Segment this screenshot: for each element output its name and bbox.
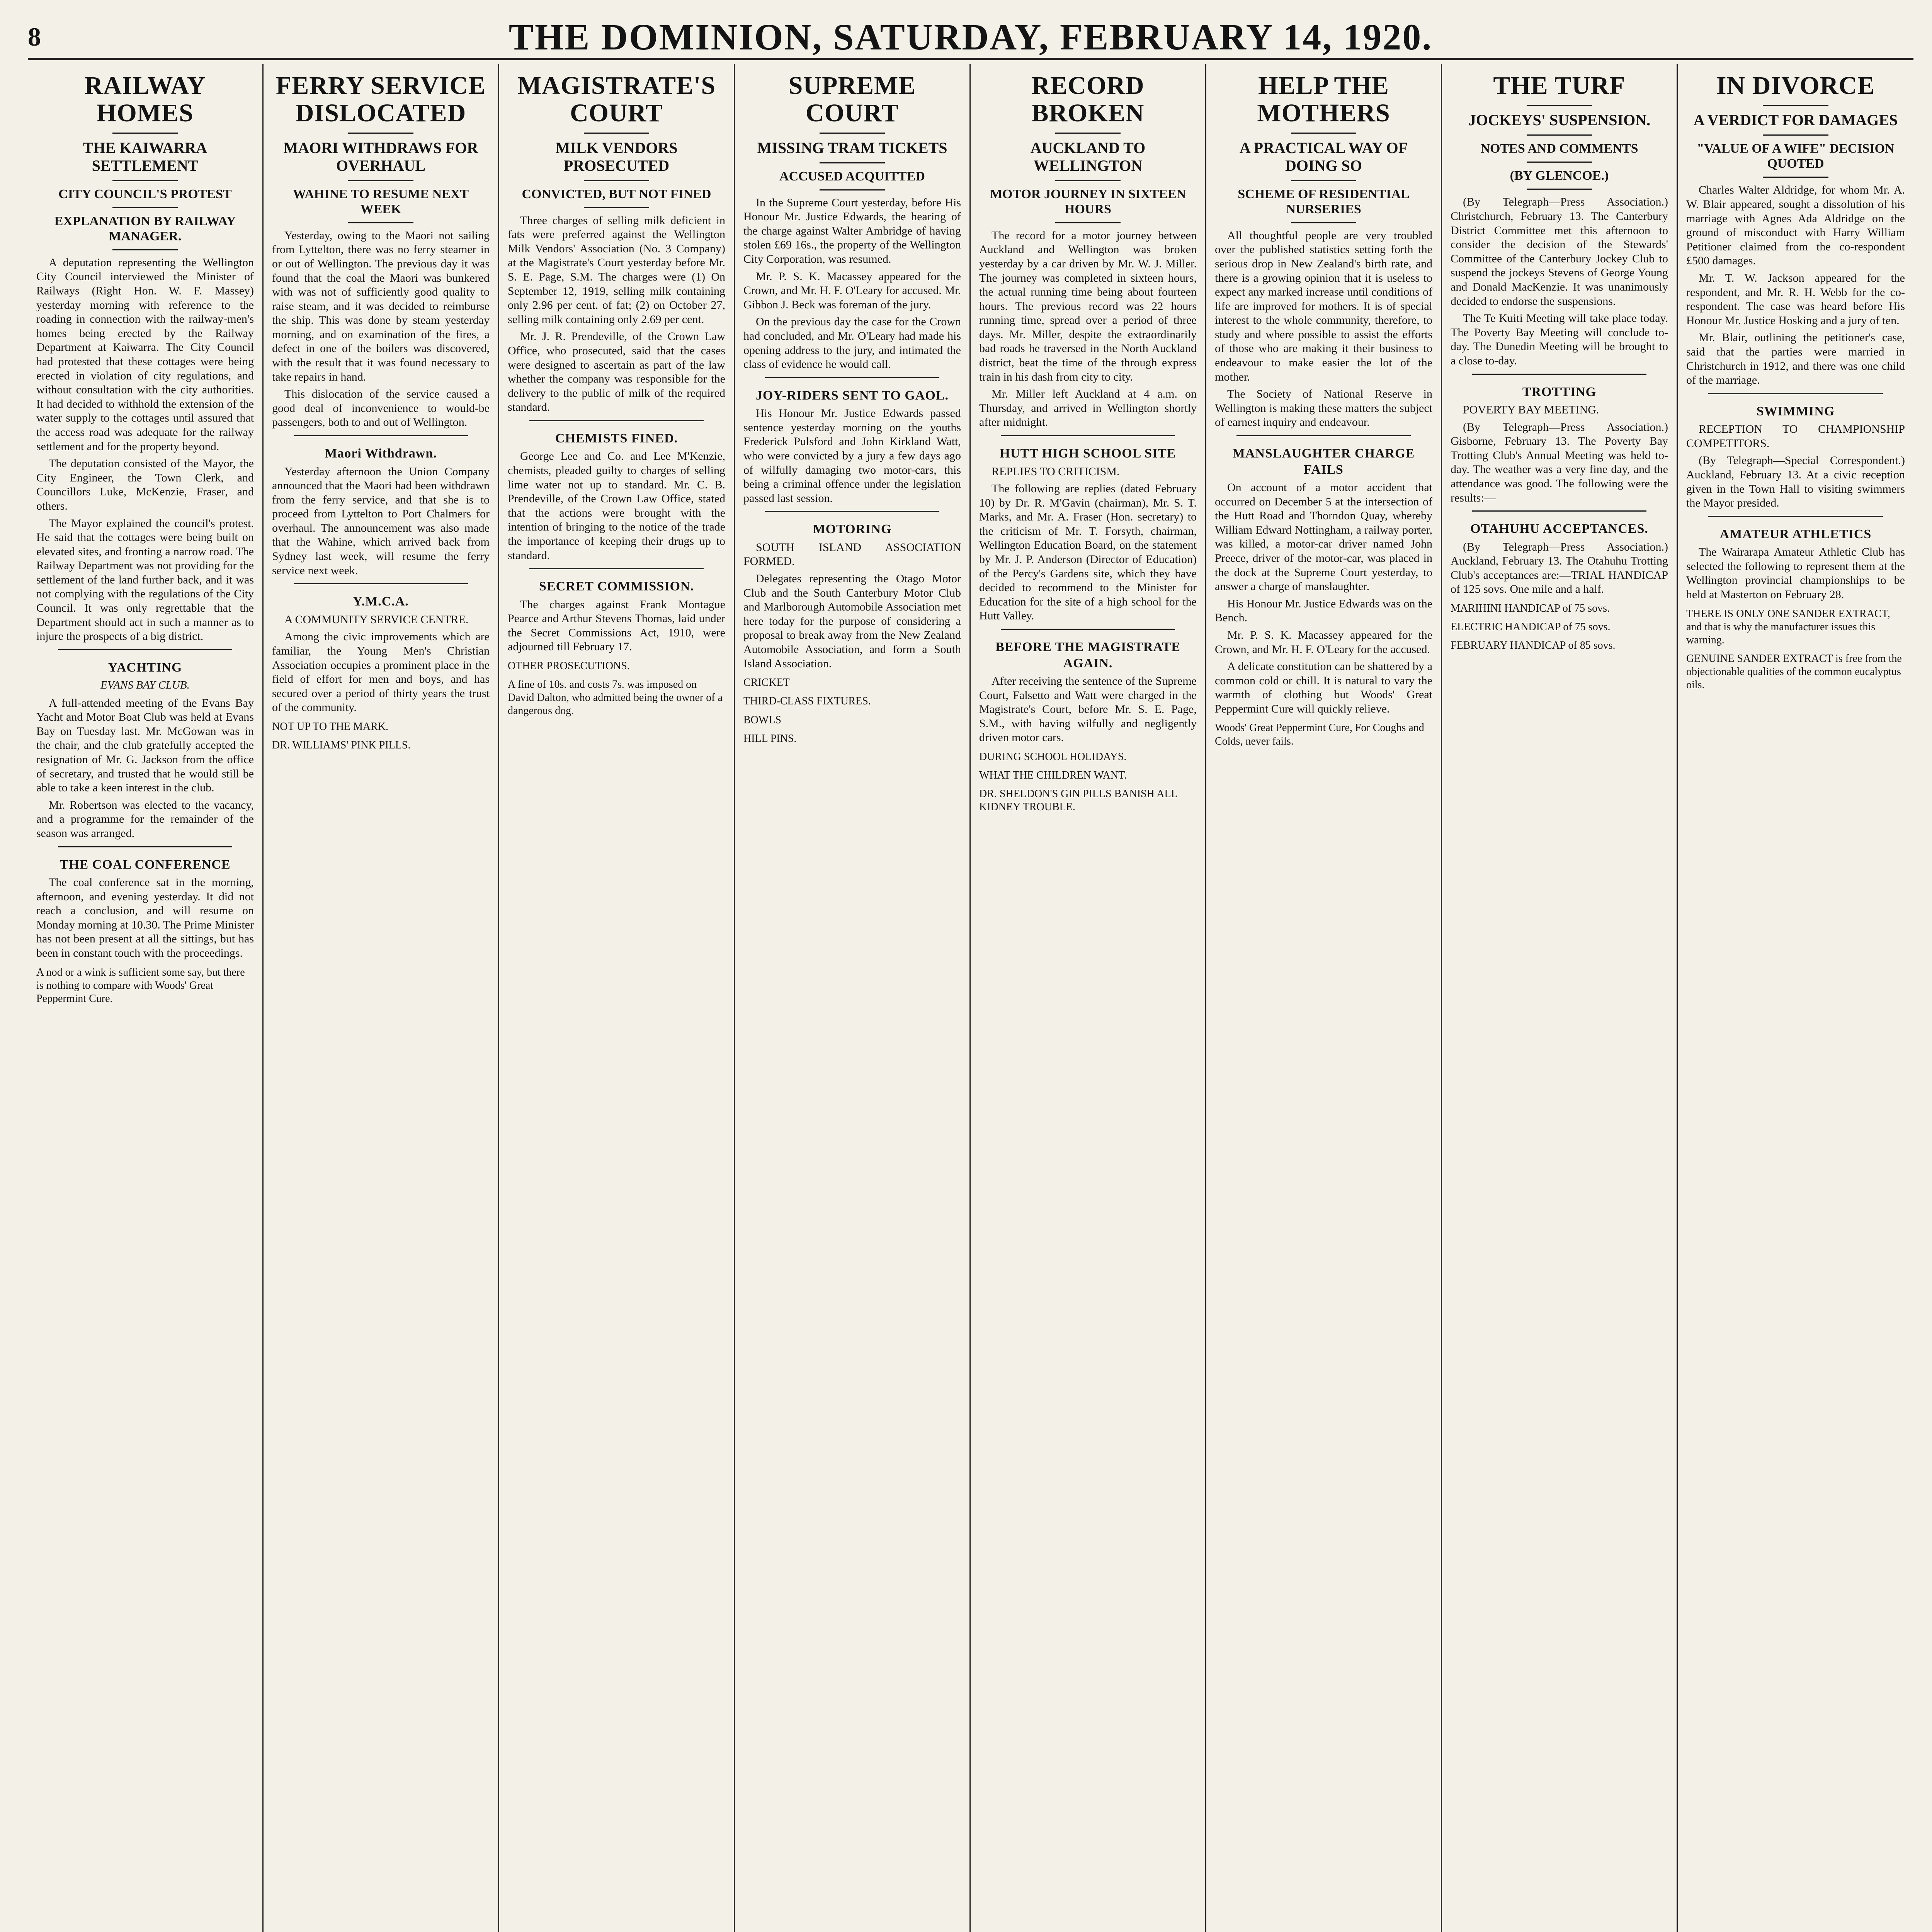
column bbox=[735, 64, 971, 1932]
subheading: YACHTING bbox=[108, 660, 182, 675]
headline: MAGISTRATE'S COURT bbox=[517, 71, 716, 128]
rule bbox=[348, 180, 413, 181]
subheading: MANSLAUGHTER CHARGE FAILS bbox=[1232, 446, 1415, 477]
deck: AUCKLAND TO WELLINGTON bbox=[1030, 139, 1146, 174]
deck: EXPLANATION BY RAILWAY MANAGER. bbox=[54, 214, 236, 243]
deck: (BY GLENCOE.) bbox=[1510, 168, 1609, 183]
article-paragraph: Three charges of selling milk deficient in fats were preferred against the Wellington Milk Vendors' Association (No. 3 Company) at the Magistrate's Court yesterday before Mr. S. E. Page, S.M. The charges were (1) On September 12, 1919, selling milk containing only 2.96 per cent. of fat; (2) on October 27, selling milk containing only 2.69 per cent. bbox=[508, 214, 725, 326]
subheading: JOY-RIDERS SENT TO GAOL. bbox=[756, 388, 949, 403]
rule bbox=[1236, 435, 1410, 436]
advertisement-line: BOWLS bbox=[743, 714, 781, 726]
article-paragraph: Mr. J. R. Prendeville, of the Crown Law Office, who prosecuted, said that the cases were designed to ascertain as part of the law whether the company was responsible for the delivery to the public of milk of the required standard. bbox=[508, 330, 725, 414]
article-paragraph: RECEPTION TO CHAMPIONSHIP COMPETITORS. bbox=[1686, 423, 1905, 450]
article-paragraph: The Mayor explained the council's protest. He said that the cottages were being built on elevated sites, and fronting a narrow road. The Railway Department was not providing for the settlement of the land further back, and it was not complying with the regulations of the City Council. It was only regrettable that the Department should act in such a manner as to injure the prospects of a big district. bbox=[36, 517, 254, 643]
advertisement-line: DR. SHELDON'S GIN PILLS BANISH ALL KIDNEY TROUBLE. bbox=[979, 788, 1177, 813]
rule bbox=[294, 583, 468, 584]
deck: "VALUE OF A WIFE" DECISION QUOTED bbox=[1697, 141, 1895, 171]
headline: FERRY SERVICE DISLOCATED bbox=[276, 71, 486, 128]
advertisement-line: FEBRUARY HANDICAP of 85 sovs. bbox=[1451, 639, 1616, 652]
rule bbox=[765, 377, 939, 378]
article-paragraph: (By Telegraph—Press Association.) Auckland, February 13. The Otahuhu Trotting Club's acceptances are:—TRIAL HANDICAP of 125 sovs. One mile and a half. bbox=[1451, 540, 1668, 596]
advertisement-line: MARIHINI HANDICAP of 75 sovs. bbox=[1451, 602, 1610, 615]
article-paragraph: Delegates representing the Otago Motor Club and the South Canterbury Motor Club and Marlborough Automobile Association met here today for the purpose of considering a proposal to break away from the New Zealand Automobile Association, and form a South Island Association. bbox=[743, 572, 961, 670]
rule bbox=[1291, 222, 1356, 223]
article-paragraph: (By Telegraph—Press Association.) Christchurch, February 13. The Canterbury District Committee met this afternoon to consider the decision of the Stewards' Committee of the Canterbury Jockey Club to suspend the jockeys Stevens of George Young and Donald MacKenzie. It was unanimously decided to endorse the suspensions. bbox=[1451, 196, 1668, 308]
rule bbox=[1527, 134, 1592, 136]
rule bbox=[1527, 189, 1592, 190]
page-number: 8 bbox=[28, 22, 41, 51]
rule bbox=[1055, 133, 1121, 134]
column bbox=[1678, 64, 1913, 1932]
rule bbox=[1291, 133, 1356, 134]
deck: MILK VENDORS PROSECUTED bbox=[555, 139, 678, 174]
deck: SCHEME OF RESIDENTIAL NURSERIES bbox=[1238, 187, 1410, 216]
article-paragraph: In the Supreme Court yesterday, before His Honour Mr. Justice Edwards, the hearing of the charge against Walter Ambridge of having stolen £69 16s., the property of the Wellington City Corporation, was resumed. bbox=[743, 196, 961, 265]
subheading: CHEMISTS FINED. bbox=[555, 431, 678, 446]
subheading: Y.M.C.A. bbox=[353, 594, 409, 609]
masthead bbox=[28, 15, 1913, 60]
newspaper-title: THE DOMINION, SATURDAY, FEBRUARY 14, 1920. bbox=[509, 16, 1433, 58]
rule bbox=[529, 568, 703, 569]
rule bbox=[58, 649, 232, 650]
advertisement-line: DR. WILLIAMS' PINK PILLS. bbox=[272, 739, 411, 752]
rule bbox=[1763, 105, 1828, 106]
article-paragraph: SOUTH ISLAND ASSOCIATION FORMED. bbox=[743, 541, 961, 568]
subheading: OTAHUHU ACCEPTANCES. bbox=[1470, 522, 1648, 536]
rule bbox=[1527, 105, 1592, 106]
rule bbox=[1763, 177, 1828, 178]
rule bbox=[1708, 516, 1883, 517]
article-paragraph: All thoughtful people are very troubled over the published statistics setting forth the serious drop in New Zealand's birth rate, and there is a growing opinion that it is useless to expect any marked increase until conditions of life are improved for mothers. It is of special interest to the whole community, therefore, to study and where possible to assist the efforts of those who are making it their business to endeavour to make easier the lot of the mother. bbox=[1215, 229, 1432, 383]
headline: RAILWAY HOMES bbox=[84, 71, 206, 128]
deck: CONVICTED, BUT NOT FINED bbox=[522, 187, 711, 201]
rule bbox=[112, 133, 178, 134]
rule bbox=[1708, 393, 1883, 394]
advertisement-line: Woods' Great Peppermint Cure, For Coughs and Colds, never fails. bbox=[1215, 722, 1424, 747]
article-paragraph: His Honour Mr. Justice Edwards passed sentence yesterday morning on the youths Frederick Pulsford and John Kirkland Watt, who were convicted by a jury a few days ago of wilfully damaging two motor-cars, this being a criminal offence under the legislation passed last session. bbox=[743, 407, 961, 505]
rule bbox=[765, 511, 939, 512]
subheading: HUTT HIGH SCHOOL SITE bbox=[1000, 446, 1176, 461]
article-paragraph: On account of a motor accident that occurred on December 5 at the intersection of the Hutt Road and Thorndon Quay, whereby William Edward Nottingham, a railway porter, was killed, a motor-car driver named John Preece, driver of the motor-car, was placed in the dock at the Supreme Court yesterday, to answer a charge of manslaughter. bbox=[1215, 481, 1432, 593]
deck: JOCKEYS' SUSPENSION. bbox=[1468, 111, 1651, 129]
article-paragraph: A delicate constitution can be shattered by a common cold or chill. It is natural to vary the warmth of clothing but Woods' Great Peppermint Cure will quickly relieve. bbox=[1215, 660, 1432, 715]
column bbox=[971, 64, 1206, 1932]
column bbox=[264, 64, 499, 1932]
deck: A VERDICT FOR DAMAGES bbox=[1693, 111, 1898, 129]
headline: IN DIVORCE bbox=[1716, 71, 1875, 100]
column bbox=[1206, 64, 1442, 1932]
subheading: Maori Withdrawn. bbox=[325, 446, 437, 461]
advertisement-line: A nod or a wink is sufficient some say, but there is nothing to compare with Woods' Great Peppermint Cure. bbox=[36, 966, 245, 1005]
article-paragraph: This dislocation of the service caused a good deal of inconvenience to would-be passengers, both to and out of Wellington. bbox=[272, 388, 490, 429]
article-paragraph: Mr. Robertson was elected to the vacancy, and a programme for the remainder of the season was arranged. bbox=[36, 798, 254, 840]
article-paragraph: The following are replies (dated February 10) by Dr. R. M'Gavin (chairman), Mr. S. T. Marks, and Mr. A. Fraser (Hon. secretary) to the criticism of Mr. T. Forsyth, chairman, Wellington Education Board, on the statement by Mr. J. P. Anderson (Director of Education) of the Percy's Gardens site, which they have decided to recommend to the Minister for Education for the site of a high school for the Hutt Valley. bbox=[979, 482, 1197, 622]
article-paragraph: Mr. Blair, outlining the petitioner's case, said that the parties were married in Christchurch in 1912, and there was one child of the marriage. bbox=[1686, 331, 1905, 387]
article-paragraph: The Te Kuiti Meeting will take place today. The Poverty Bay Meeting will conclude to-day. The Dunedin Meeting will be brought to a close to-day. bbox=[1451, 312, 1668, 367]
subheading: SECRET COMMISSION. bbox=[539, 579, 694, 594]
article-paragraph: Mr. P. S. K. Macassey appeared for the Crown, and Mr. H. F. O'Leary for the accused. bbox=[1215, 628, 1432, 656]
article-paragraph: The deputation consisted of the Mayor, the City Engineer, the Town Clerk, and Councillors Luke, McKenzie, Fraser, and others. bbox=[36, 457, 254, 512]
article-paragraph: Charles Walter Aldridge, for whom Mr. A. W. Blair appeared, sought a dissolution of his marriage with Agnes Ada Aldridge on the ground of misconduct with Harry William Petitioner claimed from the co-respondent £500 damages. bbox=[1686, 184, 1905, 267]
article-paragraph: The coal conference sat in the morning, afternoon, and evening yesterday. It did not reach a conclusion, and will resume on Monday morning at 10.30. The Prime Minister has not been present at all the sittings, but has been in constant touch with the proceedings. bbox=[36, 876, 254, 960]
deck: MISSING TRAM TICKETS bbox=[757, 139, 947, 156]
rule bbox=[1001, 629, 1175, 630]
article-paragraph: The Wairarapa Amateur Athletic Club has selected the following to represent them at the Wellington provincial championships to be held at Masterton on February 28. bbox=[1686, 546, 1905, 601]
article-paragraph: Among the civic improvements which are familiar, the Young Men's Christian Association occupies a prominent place in the field of effort for men and boys, and has secured over a period of thirty years the trust of the community. bbox=[272, 630, 490, 714]
advertisement-line: WHAT THE CHILDREN WANT. bbox=[979, 769, 1127, 782]
rule bbox=[584, 133, 649, 134]
article-paragraph: (By Telegraph—Press Association.) Gisborne, February 13. The Poverty Bay Trotting Club's Annual Meeting was held to-day. The weather was a very fine day, and the attendance was good. The following were the results:— bbox=[1451, 420, 1668, 504]
advertisement-line: CRICKET bbox=[743, 677, 790, 689]
subheading: BEFORE THE MAGISTRATE AGAIN. bbox=[995, 640, 1180, 670]
newspaper-page bbox=[28, 15, 1913, 1932]
rule bbox=[112, 249, 178, 250]
rule bbox=[348, 133, 413, 134]
article-paragraph: Yesterday, owing to the Maori not sailing from Lyttelton, there was no ferry steamer in or out of Wellington. The previous day it was found that the coal the Maori was bunkered with was not of sufficiently good quality to raise steam, and it was decided to reimburse the ship. This was done by steam yesterday morning, and on examination of the fires, a defect in one of the boilers was discovered, with the result that it was found necessary to take repairs in hand. bbox=[272, 229, 490, 383]
subheading: THE COAL CONFERENCE bbox=[60, 857, 231, 872]
columns bbox=[28, 64, 1913, 1932]
advertisement-line: OTHER PROSECUTIONS. bbox=[508, 660, 630, 672]
subheading: SWIMMING bbox=[1756, 404, 1835, 418]
advertisement-line: HILL PINS. bbox=[743, 732, 797, 745]
rule bbox=[584, 180, 649, 181]
rule bbox=[58, 846, 232, 847]
advertisement-line: NOT UP TO THE MARK. bbox=[272, 720, 389, 733]
article-paragraph: A deputation representing the Wellington City Council interviewed the Minister of Railways (Right Hon. W. F. Massey) yesterday morning with reference to the roading in connection with the railway-men's homes being erected by the Railway Department at Kaiwarra. The City Council had protested that these cottages were being erected in violation of city regulations, and without consultation with the city authorities. It had decided to withhold the extension of the water supply to the cottages until assured that the access road was adequate for the railway settlement and for the property beyond. bbox=[36, 256, 254, 453]
article-paragraph: The Society of National Reserve in Wellington is making these matters the subject of earnest inquiry and endeavour. bbox=[1215, 388, 1432, 429]
rule bbox=[820, 162, 885, 163]
rule bbox=[584, 207, 649, 208]
headline: SUPREME COURT bbox=[788, 71, 916, 128]
article-paragraph: Mr. P. S. K. Macassey appeared for the Crown, and Mr. H. F. O'Leary for accused. Mr. Gibbon J. Beck was foreman of the jury. bbox=[743, 270, 961, 311]
advertisement-line: ELECTRIC HANDICAP of 75 sovs. bbox=[1451, 621, 1611, 633]
column bbox=[1442, 64, 1678, 1932]
deck: THE KAIWARRA SETTLEMENT bbox=[83, 139, 207, 174]
rule bbox=[1291, 180, 1356, 181]
article-paragraph: His Honour Mr. Justice Edwards was on the Bench. bbox=[1215, 597, 1432, 624]
article-paragraph: After receiving the sentence of the Supreme Court, Falsetto and Watt were charged in the Magistrate's Court, before Mr. S. E. Page, S.M., with having wilfully and negligently driven motor cars. bbox=[979, 674, 1197, 744]
sub-deck: EVANS BAY CLUB. bbox=[100, 679, 190, 692]
subheading: AMATEUR ATHLETICS bbox=[1719, 527, 1872, 541]
rule bbox=[112, 207, 178, 208]
article-paragraph: Yesterday afternoon the Union Company announced that the Maori had been withdrawn from the ferry service, and that she is to proceed from Lyttelton to Port Chalmers for overhaul. The announcement was also made that the Wahine, which arrived back from Sydney last week, will resume the ferry service next week. bbox=[272, 465, 490, 577]
deck: A PRACTICAL WAY OF DOING SO bbox=[1239, 139, 1408, 174]
rule bbox=[1763, 134, 1828, 136]
deck: ACCUSED ACQUITTED bbox=[779, 169, 925, 184]
advertisement-line: THERE IS ONLY ONE SANDER EXTRACT, and that is why the manufacturer issues this warning. bbox=[1686, 607, 1890, 646]
rule bbox=[112, 180, 178, 181]
article-paragraph: George Lee and Co. and Lee M'Kenzie, chemists, pleaded guilty to charges of selling lime water not up to standard. Mr. C. B. Prendeville, of the Crown Law Office, stated that the actions were brought with the intention of bringing to the notice of the trade the importance of keeping their drugs up to standard. bbox=[508, 450, 725, 562]
article-paragraph: Mr. Miller left Auckland at 4 a.m. on Thursday, and arrived in Wellington shortly after midnight. bbox=[979, 388, 1197, 429]
article-paragraph: Mr. T. W. Jackson appeared for the respondent, and Mr. R. H. Webb for the co-respondent. The case was heard before His Honour Mr. Justice Hosking and a jury of ten. bbox=[1686, 272, 1905, 327]
article-paragraph: POVERTY BAY MEETING. bbox=[1463, 403, 1599, 417]
headline: THE TURF bbox=[1493, 71, 1626, 100]
deck: CITY COUNCIL'S PROTEST bbox=[58, 187, 232, 201]
rule bbox=[1472, 510, 1646, 512]
article-paragraph: The record for a motor journey between Auckland and Wellington was broken yesterday by a car driven by Mr. W. J. Miller. The journey was completed in sixteen hours, the actual running time being about fourteen hours. The previous record was 22 hours running time, spread over a period of three days. Mr. Miller, despite the extraordinarily bad roads he traversed in the North Auckland district, beat the time of the through express train in his dash from city to city. bbox=[979, 229, 1197, 383]
article-paragraph: A full-attended meeting of the Evans Bay Yacht and Motor Boat Club was held at Evans Bay on Tuesday last. Mr. McGowan was in the chair, and the club gratefully accepted the resignation of Mr. G. Jackson from the office of secretary, and trusted that he would still be able to take a keen interest in the club. bbox=[36, 696, 254, 794]
advertisement-line: A fine of 10s. and costs 7s. was imposed on David Dalton, who admitted being the owner of a dangerous dog. bbox=[508, 679, 723, 717]
rule bbox=[1472, 374, 1646, 375]
article-paragraph: REPLIES TO CRITICISM. bbox=[992, 465, 1120, 478]
column bbox=[499, 64, 735, 1932]
rule bbox=[820, 133, 885, 134]
headline: HELP THE MOTHERS bbox=[1257, 71, 1390, 128]
article-paragraph: The charges against Frank Montague Pearce and Arthur Stevens Thomas, laid under the Secret Commissions Act, 1910, were adjourned till February 17. bbox=[508, 598, 725, 653]
deck: MAORI WITHDRAWS FOR OVERHAUL bbox=[283, 139, 478, 174]
advertisement-line: THIRD-CLASS FIXTURES. bbox=[743, 695, 871, 707]
rule bbox=[1055, 180, 1121, 181]
article-paragraph: A COMMUNITY SERVICE CENTRE. bbox=[284, 613, 469, 626]
deck: NOTES AND COMMENTS bbox=[1480, 141, 1638, 156]
rule bbox=[1055, 222, 1121, 223]
subheading: TROTTING bbox=[1522, 384, 1597, 399]
rule bbox=[529, 420, 703, 421]
advertisement-line: GENUINE SANDER EXTRACT is free from the objectionable qualities of the common eucalyptus oils. bbox=[1686, 653, 1902, 691]
rule bbox=[348, 222, 413, 223]
advertisement-line: DURING SCHOOL HOLIDAYS. bbox=[979, 750, 1127, 763]
article-paragraph: On the previous day the case for the Crown had concluded, and Mr. O'Leary had made his opening address to the jury, and intimated the class of evidence he would call. bbox=[743, 315, 961, 371]
rule bbox=[294, 435, 468, 436]
rule bbox=[820, 189, 885, 190]
headline: RECORD BROKEN bbox=[1031, 71, 1145, 128]
rule bbox=[1527, 162, 1592, 163]
deck: MOTOR JOURNEY IN SIXTEEN HOURS bbox=[990, 187, 1186, 216]
subheading: MOTORING bbox=[813, 522, 892, 537]
rule bbox=[1001, 435, 1175, 436]
article-paragraph: (By Telegraph—Special Correspondent.) Auckland, February 13. At a civic reception given in the Town Hall to visiting swimmers the Mayor presided. bbox=[1686, 454, 1905, 510]
deck: WAHINE TO RESUME NEXT WEEK bbox=[293, 187, 469, 216]
column bbox=[28, 64, 264, 1932]
